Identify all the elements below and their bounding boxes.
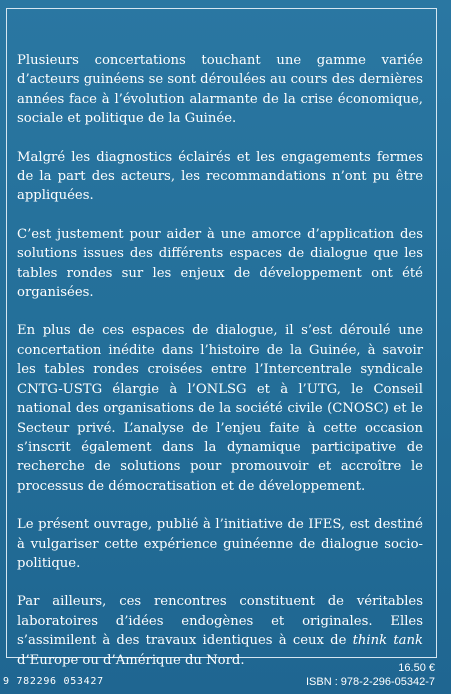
isbn-label: ISBN : 978-2-296-05342-7	[305, 676, 435, 688]
blurb-paragraph-3: C’est justement pour aider à une amorce d’application des solutions issues des différents espaces de dialogue que les tables rondes sur les enjeux de développement ont été organisées.	[17, 226, 423, 301]
blurb-paragraph-1: Plusieurs concertations touchant une gamme variée d’acteurs guinéens se sont déroulées au cours des dernières années face à l’évolution alarmante de la crise économique, sociale et politique de la Guinée.	[17, 53, 423, 127]
blurb-paragraph-6	[17, 592, 423, 670]
price-label: 16.50 €	[398, 662, 435, 674]
blurb-paragraph-2: Malgré les diagnostics éclairés et les engagements fermes de la part des acteurs, les recommandations n’ont pu être appliquées.	[17, 149, 423, 204]
blurb-paragraph-6-end: d’Europe ou d’Amérique du Nord.	[17, 652, 245, 668]
blurb-paragraph-5: Le présent ouvrage, publié à l’initiative de IFES, est destiné à vulgariser cette expérience guinéenne de dialogue socio-politique.	[17, 517, 423, 571]
back-cover-blurb	[17, 51, 423, 689]
think-tank-term: think tank	[352, 633, 423, 649]
blurb-paragraph-4: En plus de ces espaces de dialogue, il s’est déroulé une concertation inédite dans l’histoire de la Guinée, à savoir les tables rondes croisées entre l’Intercentrale syndicale CNTG-USTG élargie à l’ONLSG et à l’UTG, le Conseil national des organisations de la société civile (CNOSC) et le Secteur privé. L’analyse de l’enjeu faite à cette occasion s’inscrit également dans la dynamique participative de recherche de solutions pour promouvoir et accroître le processus de démocratisation et de développement.	[17, 323, 423, 494]
barcode-digits: 9 782296 053427	[3, 676, 104, 687]
blurb-paragraph-6-start: Par ailleurs, ces rencontres constituent de véritables laboratoires d’idées endogènes et originales. Elles s’assimilent à des travaux identiques à ceux de	[17, 594, 423, 649]
